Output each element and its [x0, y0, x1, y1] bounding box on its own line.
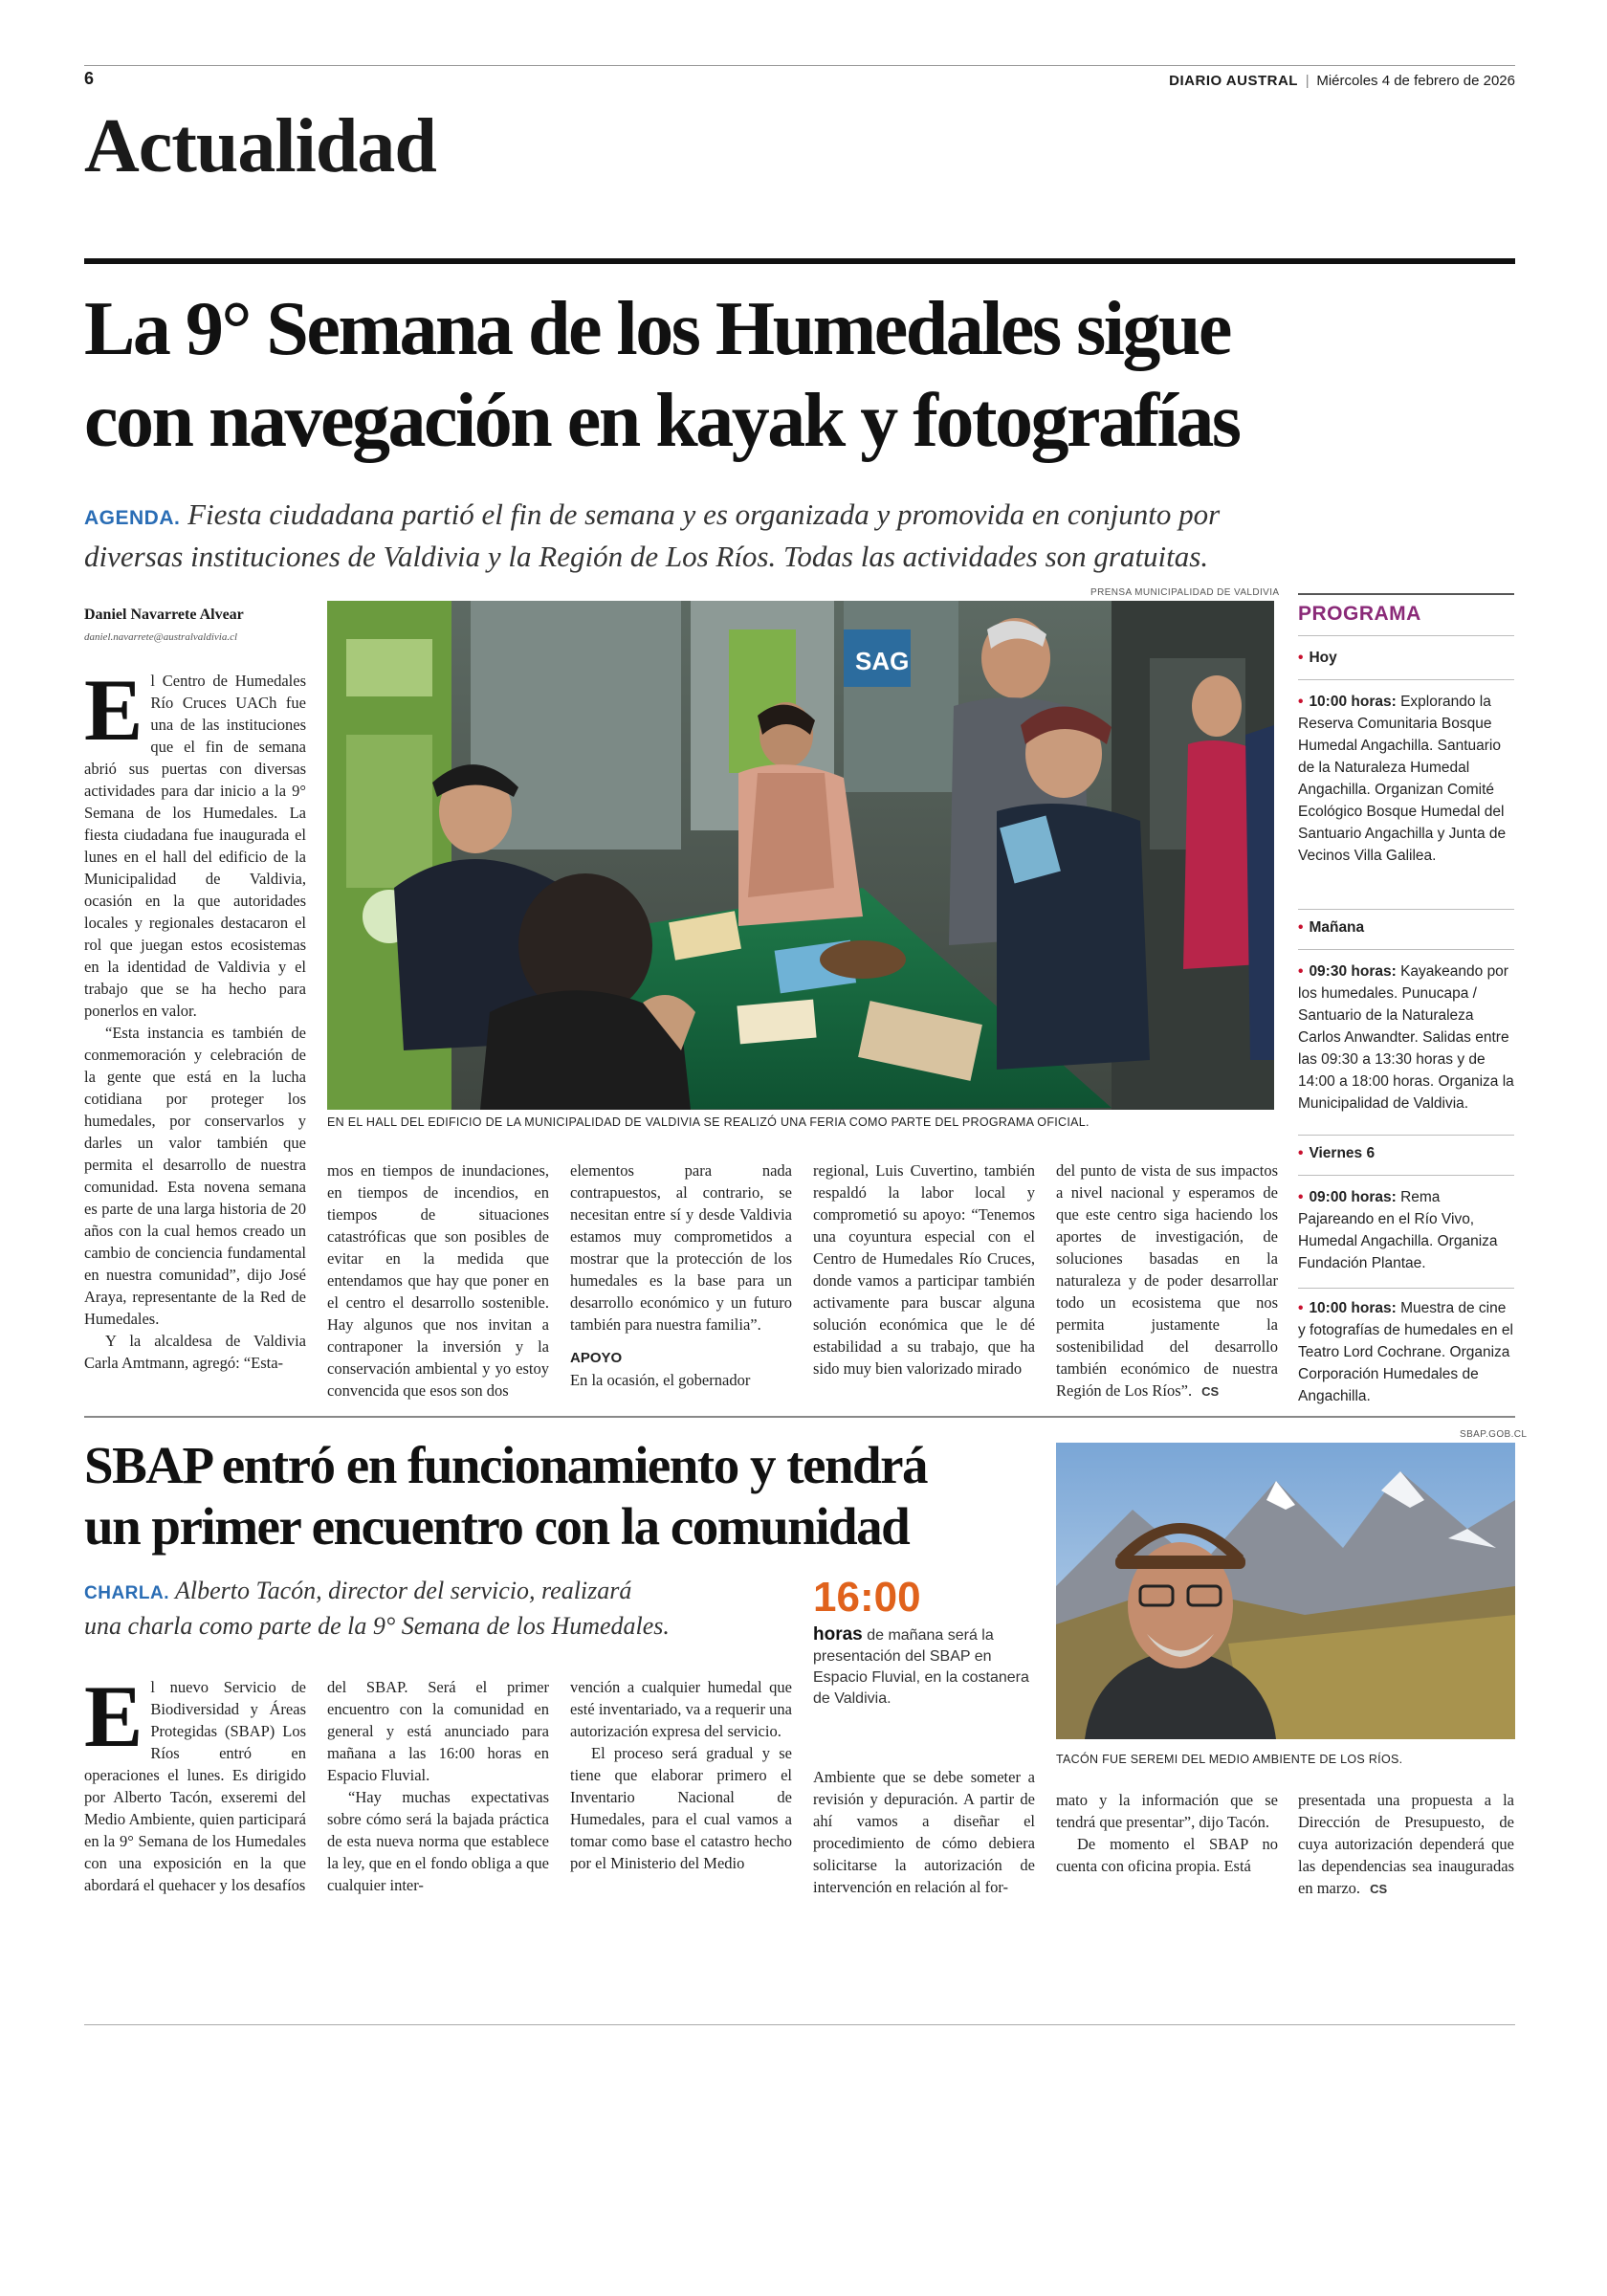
- programa-event-2: • 09:30 horas: Kayakeando por los humedales. Punucapa / Santuario de la Naturaleza Carlos Anwandter. Salidas entre las 09:30 a 13:30 horas y de 14:00 a 18:00 horas. Organiza la Municipalidad de Valdivia.: [1298, 963, 1514, 1112]
- article2-endmark: CS: [1370, 1882, 1388, 1896]
- article1-column-4: [813, 1159, 1035, 1380]
- photo1-caption: EN EL HALL DEL EDIFICIO DE LA MUNICIPALIDAD DE VALDIVIA SE REALIZÓ UNA FERIA COMO PARTE DEL PROGRAMA OFICIAL.: [327, 1115, 1090, 1129]
- article1-subhead: APOYO: [570, 1350, 623, 1366]
- paper-name: DIARIO AUSTRAL: [1169, 73, 1298, 89]
- programa-rule-1: [1298, 635, 1514, 636]
- programa-title: PROGRAMA: [1298, 603, 1421, 625]
- article2-col2-p2: “Hay muchas expectativas sobre cómo será la bajada práctica de esta nueva norma que establece la ley, que en el fondo obliga a que cualquier inter-: [327, 1788, 549, 1894]
- feria-photo: [327, 601, 1274, 1110]
- programa-rule-6: [1298, 1175, 1514, 1176]
- programa-top-rule: [1298, 593, 1514, 595]
- article2-col3-p2: El proceso será gradual y se tiene que elaborar primero el Inventario Nacional de Humedales, para el cual vamos a tomar como base el catastro hecho por el Ministerio del Medio: [570, 1744, 792, 1872]
- article2-col6-text: presentada una propuesta a la Dirección de Presupuesto, de cuya autorización dependerá que las dependencias sea inauguradas en marzo.: [1298, 1791, 1514, 1897]
- article2-column-2: [327, 1676, 549, 1896]
- article2-col5-p2: De momento el SBAP no cuenta con oficina propia. Está: [1056, 1835, 1278, 1875]
- programa-rule-4: [1298, 949, 1514, 950]
- article1-column-1: [84, 661, 306, 1374]
- svg-text:SAG: SAG: [855, 647, 910, 675]
- article1-kicker: AGENDA.: [84, 507, 181, 529]
- page-number: 6: [84, 69, 95, 88]
- article2-column-6: [1298, 1789, 1514, 1900]
- masthead-info: DIARIO AUSTRAL | Miércoles 4 de febrero de 2026: [1169, 73, 1515, 89]
- highlight-text-block: [813, 1624, 1035, 1710]
- article1-col5-text: del punto de vista de sus impactos a nivel nacional y esperamos de que este centro siga haciendo los aportes de investigación, de soluciones basadas en la naturaleza y de poder desarrollar todo un ecosistema que nos permita justamente la sostenibilidad del desarrollo también económico de nuestra Región de Los Ríos”.: [1056, 1161, 1278, 1400]
- articles-separator: [84, 1416, 1515, 1418]
- article2-dropcap: E: [84, 1667, 143, 1765]
- article1-column-5: [1056, 1159, 1278, 1402]
- programa-day-hoy: • Hoy: [1298, 650, 1337, 666]
- article2-headline-line1: SBAP entró en funcionamiento y tendrá: [84, 1436, 928, 1494]
- programa-rule-3: [1298, 909, 1514, 910]
- article2-col2-p1: del SBAP. Será el primer encuentro con la comunidad en general y está anunciado para mañana a las 16:00 horas en Espacio Fluvial.: [327, 1678, 549, 1784]
- article1-lead-line2: diversas instituciones de Valdivia y la Región de Los Ríos. Todas las actividades son gratuitas.: [84, 540, 1209, 573]
- article1-col3-p2: En la ocasión, el gobernador: [570, 1371, 751, 1389]
- programa-event-4: • 10:00 horas: Muestra de cine y fotografías de humedales en el Teatro Lord Cochrane. Organiza Corporación Humedales de Angachilla.: [1298, 1300, 1513, 1404]
- article1-col1-p3: Y la alcaldesa de Valdivia Carla Amtmann, agregó: “Esta-: [84, 1332, 306, 1372]
- programa-rule-2: [1298, 679, 1514, 680]
- article1-col2-text: mos en tiempos de inundaciones, en tiempos de incendios, en tiempos de situaciones catastróficas que son posibles de evitar en la medida que entendamos que hay que poner en el centro el desarrollo sostenible. Hay algunos que nos invitan a contraponer la inversión y la conservación ambiental y yo estoy convencida que esos son dos: [327, 1161, 549, 1400]
- photo2-credit: SBAP.GOB.CL: [1460, 1429, 1528, 1440]
- article1-dropcap: E: [84, 661, 143, 759]
- article1-endmark: CS: [1201, 1384, 1220, 1399]
- article1-lead: [84, 496, 1519, 576]
- article1-lead-line1: Fiesta ciudadana partió el fin de semana y es organizada y promovida en conjunto por: [187, 497, 1221, 531]
- article2-col5-p1: mato y la información que se tendrá que presentar”, dijo Tacón.: [1056, 1791, 1278, 1831]
- highlight-number: 16:00: [813, 1574, 921, 1621]
- article2-col3-p1: vención a cualquier humedal que esté inventariado, va a requerir una autorización expresa del servicio.: [570, 1678, 792, 1740]
- article2-column-3: [570, 1676, 792, 1874]
- article1-headline: [84, 283, 1519, 467]
- article2-lead: [84, 1575, 811, 1643]
- article2-column-1: [84, 1667, 306, 1896]
- article2-kicker: CHARLA.: [84, 1583, 169, 1603]
- article2-column-4: [813, 1766, 1035, 1898]
- article1-col3-p1: elementos para nada contrapuestos, al contrario, se necesitan entre sí y desde Valdivia estamos muy comprometidos a mostrar que la protección de los humedales es la base para un desarrollo económico y un futuro también para nuestra familia”.: [570, 1161, 792, 1334]
- article1-col1-p2: “Esta instancia es también de conmemoración y celebración de la gente que está en la lucha cotidiana por proteger los humedales, por conservarlos y darles un valor también que permita el desarrollo de nuestra comunidad. Esta novena semana es parte de una larga historia de 20 años con la cual hemos creado un cambio de conciencia fundamental en nuestra comunidad”, dijo José Araya, representante de la Red de Humedales.: [84, 1024, 306, 1328]
- section-title: Actualidad: [84, 104, 436, 188]
- article1-column-2: [327, 1159, 549, 1402]
- article1-headline-line2: con navegación en kayak y fotografías: [84, 379, 1240, 463]
- tacon-portrait: [1056, 1443, 1515, 1739]
- headline-top-rule: [84, 258, 1515, 264]
- programa-event-1: • 10:00 horas: Explorando la Reserva Comunitaria Bosque Humedal Angachilla. Santuario de la Naturaleza Humedal Angachilla. Organizan Comité Ecológico Bosque Humedal del Santuario Angachilla y Junta de Vecinos Villa Galilea.: [1298, 694, 1507, 864]
- programa-event-3: • 09:00 horas: Rema Pajareando en el Río Vivo, Humedal Angachilla. Organiza Fundación Plantae.: [1298, 1189, 1498, 1271]
- article2-column-5: [1056, 1789, 1278, 1877]
- article2-headline-line2: un primer encuentro con la comunidad: [84, 1497, 910, 1556]
- article1-col1-p1: l Centro de Humedales Río Cruces UACh fue una de las instituciones que el fin de semana abrió sus puertas con diversas actividades para dar inicio a la 9° Semana de los Humedales. La fiesta ciudadana fue inaugurada el lunes en el hall del edificio de la Municipalidad de Valdivia, ocasión en la que autoridades locales y regionales destacaron el rol que juegan estos ecosistemas en la identidad de Valdivia y el trabajo que se ha hecho para ponerlos en valor.: [84, 672, 306, 1020]
- issue-date: Miércoles 4 de febrero de 2026: [1316, 73, 1515, 89]
- header-top-rule: [84, 65, 1515, 66]
- programa-rule-7: [1298, 1288, 1514, 1289]
- author-email[interactable]: daniel.navarrete@australvaldivia.cl: [84, 631, 238, 643]
- article2-lead-line2: una charla como parte de la 9° Semana de los Humedales.: [84, 1612, 670, 1640]
- article2-headline: [84, 1435, 1060, 1557]
- article1-col4-text: regional, Luis Cuvertino, también respaldó la labor local y comprometió su apoyo: “Tenemos una coyuntura especial con el Centro de Humedales Río Cruces, donde vamos a participar también activamente para buscar alguna solución económica que le dé estabilidad a su trabajo, que ha sido muy bien valorizado mirado: [813, 1161, 1035, 1378]
- tacon-portrait-illustration: [1056, 1443, 1515, 1739]
- programa-day-manana: • Mañana: [1298, 919, 1365, 936]
- photo1-credit: PRENSA MUNICIPALIDAD DE VALDIVIA: [1090, 587, 1280, 598]
- programa-rule-5: [1298, 1135, 1514, 1136]
- article1-headline-line1: La 9° Semana de los Humedales sigue: [84, 287, 1230, 371]
- article1-column-3: [570, 1159, 792, 1391]
- author-name: Daniel Navarrete Alvear: [84, 607, 244, 623]
- article2-col1-text: l nuevo Servicio de Biodiversidad y Áreas Protegidas (SBAP) Los Ríos entró en operaciones el lunes. Es dirigido por Alberto Tacón, exseremi del Medio Ambiente, quien participará en la 9° Semana de los Humedales con una exposición en la que abordará el quehacer y los desafíos: [84, 1678, 306, 1894]
- highlight-word: horas: [813, 1624, 863, 1645]
- article2-col4-text: Ambiente que se debe someter a revisión y depuración. A partir de ahí vamos a diseñar el procedimiento de cómo debiera solicitarse la autorización de intervención en relación al for-: [813, 1768, 1035, 1896]
- highlight-text: de mañana será la presentación del SBAP en Espacio Fluvial, en la costanera de Valdivia.: [813, 1627, 1029, 1707]
- programa-day-viernes: • Viernes 6: [1298, 1145, 1376, 1161]
- article2-lead-line1: Alberto Tacón, director del servicio, realizará: [175, 1577, 632, 1604]
- photo2-caption: TACÓN FUE SEREMI DEL MEDIO AMBIENTE DE LOS RÍOS.: [1056, 1753, 1403, 1766]
- page-bottom-rule: [84, 2024, 1515, 2025]
- feria-photo-illustration: [327, 601, 1274, 1110]
